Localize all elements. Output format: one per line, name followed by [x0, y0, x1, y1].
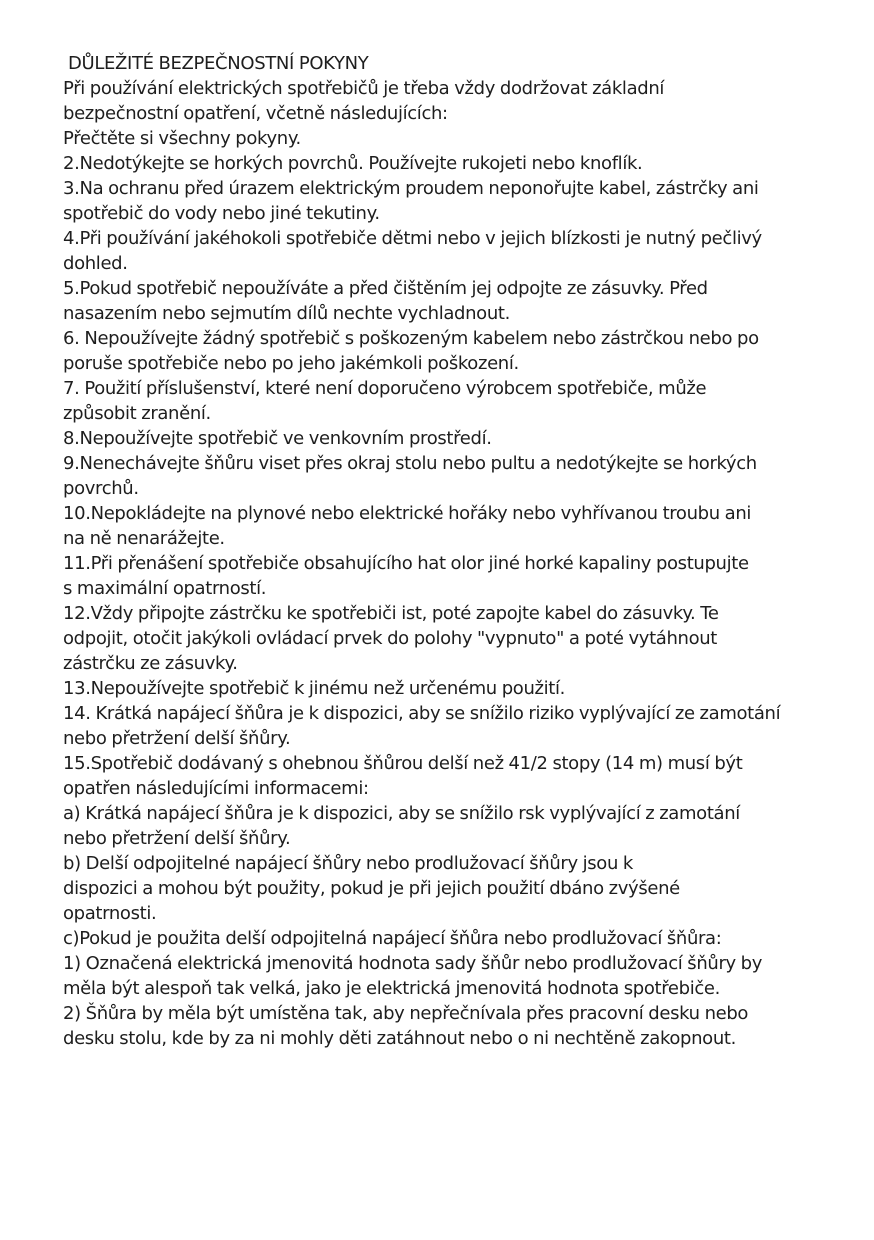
text-line: 13.Nepoužívejte spotřebič k jinému než určenému použití.: [63, 678, 565, 699]
text-line: spotřebič do vody nebo jiné tekutiny.: [63, 203, 380, 224]
text-line: a) Krátká napájecí šňůra je k dispozici, aby se snížilo rsk vyplývající z zamotání: [63, 803, 740, 824]
text-line: nasazením nebo sejmutím dílů nechte vychladnout.: [63, 303, 510, 324]
text-line: dohled.: [63, 253, 128, 274]
text-line: b) Delší odpojitelné napájecí šňůry nebo prodlužovací šňůry jsou k: [63, 853, 633, 874]
text-line: 2.Nedotýkejte se horkých povrchů. Používejte rukojeti nebo knoflík.: [63, 153, 643, 174]
text-line: 1) Označená elektrická jmenovitá hodnota sady šňůr nebo prodlužovací šňůry by: [63, 953, 763, 974]
text-line: na ně nenarážejte.: [63, 528, 225, 549]
text-line: nebo přetržení delší šňůry.: [63, 728, 291, 749]
text-line: desku stolu, kde by za ni mohly děti zatáhnout nebo o ni nechtěně zakopnout.: [63, 1028, 736, 1049]
text-line: 8.Nepoužívejte spotřebič ve venkovním prostředí.: [63, 428, 492, 449]
text-line: 7. Použití příslušenství, které není doporučeno výrobcem spotřebiče, může: [63, 378, 707, 399]
text-line: 6. Nepoužívejte žádný spotřebič s poškozeným kabelem nebo zástrčkou nebo po: [63, 328, 759, 349]
text-line: měla být alespoň tak velká, jako je elektrická jmenovitá hodnota spotřebiče.: [63, 978, 720, 999]
text-line: 4.Při používání jakéhokoli spotřebiče dětmi nebo v jejich blízkosti je nutný pečlivý: [63, 228, 762, 249]
text-line: dispozici a mohou být použity, pokud je při jejich použití dbáno zvýšené: [63, 878, 680, 899]
text-line: c)Pokud je použita delší odpojitelná napájecí šňůra nebo prodlužovací šňůra:: [63, 928, 722, 949]
text-line: zástrčku ze zásuvky.: [63, 653, 238, 674]
text-line: 15.Spotřebič dodávaný s ohebnou šňůrou delší než 41/2 stopy (14 m) musí být: [63, 753, 743, 774]
text-line: 5.Pokud spotřebič nepoužíváte a před čištěním jej odpojte ze zásuvky. Před: [63, 278, 708, 299]
text-line: způsobit zranění.: [63, 403, 211, 424]
safety-instructions: [63, 51, 833, 1051]
text-line: poruše spotřebiče nebo po jeho jakémkoli poškození.: [63, 353, 519, 374]
text-line: Přečtěte si všechny pokyny.: [63, 128, 301, 149]
text-line: 9.Nenechávejte šňůru viset přes okraj stolu nebo pultu a nedotýkejte se horkých: [63, 453, 757, 474]
text-line: 3.Na ochranu před úrazem elektrickým proudem neponořujte kabel, zástrčky ani: [63, 178, 759, 199]
text-line: 10.Nepokládejte na plynové nebo elektrické hořáky nebo vyhřívanou troubu ani: [63, 503, 752, 524]
text-line: opatrnosti.: [63, 903, 157, 924]
text-line: 2) Šňůra by měla být umístěna tak, aby nepřečnívala přes pracovní desku nebo: [63, 1003, 749, 1024]
text-line: Při používání elektrických spotřebičů je třeba vždy dodržovat základní: [63, 78, 665, 99]
text-line: 14. Krátká napájecí šňůra je k dispozici, aby se snížilo riziko vyplývající ze zamotání: [63, 703, 781, 724]
text-line: povrchů.: [63, 478, 139, 499]
text-line: 12.Vždy připojte zástrčku ke spotřebiči ist, poté zapojte kabel do zásuvky. Te: [63, 603, 719, 624]
document-title: DŮLEŽITÉ BEZPEČNOSTNÍ POKYNY: [68, 53, 369, 74]
text-line: s maximální opatrností.: [63, 578, 267, 599]
text-line: 11.Při přenášení spotřebiče obsahujícího hat olor jiné horké kapaliny postupujte: [63, 553, 749, 574]
text-line: opatřen následujícími informacemi:: [63, 778, 369, 799]
text-line: bezpečnostní opatření, včetně následujících:: [63, 103, 448, 124]
text-line: odpojit, otočit jakýkoli ovládací prvek do polohy "vypnuto" a poté vytáhnout: [63, 628, 718, 649]
text-line: nebo přetržení delší šňůry.: [63, 828, 291, 849]
